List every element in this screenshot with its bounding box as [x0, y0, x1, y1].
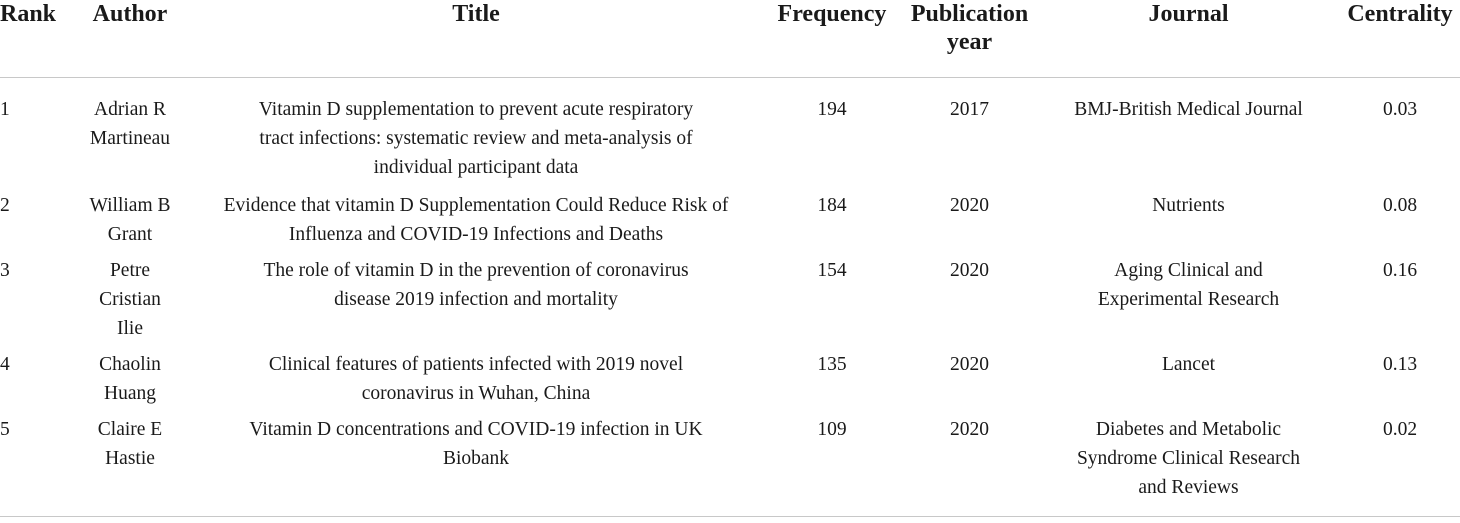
table-row: [0, 249, 1460, 343]
cell-author: [70, 78, 190, 183]
title-line: Influenza and COVID-19 Infections and Deaths: [288, 224, 664, 245]
cell-year: 2020: [950, 195, 989, 216]
cell-rank: 4: [0, 354, 10, 375]
cell-journal: [1037, 249, 1340, 343]
header-frequency: Frequency: [762, 0, 902, 78]
cell-author: [70, 249, 190, 343]
journal-line: Diabetes and Metabolic: [1095, 419, 1282, 440]
journal-line: and Reviews: [1138, 477, 1239, 498]
author-line: Chaolin: [99, 354, 161, 375]
cell-year: 2020: [950, 260, 989, 281]
title-line: Vitamin D supplementation to prevent acute respiratory: [258, 99, 694, 120]
cell-rank: 2: [0, 195, 10, 216]
cell-journal: [1037, 78, 1340, 183]
title-line: tract infections: systematic review and meta-analysis of: [259, 128, 693, 149]
cell-title: [190, 343, 762, 408]
author-line: Claire E: [97, 419, 163, 440]
cell-year: 2017: [950, 99, 989, 120]
author-line: Petre: [109, 260, 151, 281]
journal-line: BMJ-British Medical Journal: [1074, 99, 1303, 120]
author-line: Martineau: [89, 128, 171, 149]
journal-line: Lancet: [1161, 354, 1216, 375]
author-line: Adrian R: [93, 99, 167, 120]
table-header: [0, 0, 1460, 78]
journal-line: Nutrients: [1152, 195, 1225, 216]
table-row: [0, 343, 1460, 408]
author-line: Huang: [104, 383, 156, 404]
header-title: Title: [190, 0, 762, 78]
author-line: Cristian: [99, 289, 161, 310]
cell-title: [190, 249, 762, 343]
cell-frequency: 194: [817, 99, 847, 120]
cell-centrality: 0.02: [1340, 408, 1460, 517]
cell-title: [190, 78, 762, 183]
header-centrality: Centrality: [1340, 0, 1460, 78]
cell-journal: [1037, 182, 1340, 249]
cell-year: 2020: [902, 408, 1037, 517]
table-row: [0, 408, 1460, 517]
journal-line: Aging Clinical and: [1114, 260, 1263, 281]
cell-frequency: 135: [817, 354, 847, 375]
cell-centrality: 0.08: [1382, 195, 1418, 216]
cell-year: 2020: [950, 354, 989, 375]
table-row: [0, 78, 1460, 183]
title-line: The role of vitamin D in the prevention of coronavirus: [263, 260, 689, 281]
table-body: [0, 78, 1460, 517]
cell-rank: 1: [0, 99, 10, 120]
title-line: Evidence that vitamin D Supplementation Could Reduce Risk of: [223, 195, 729, 216]
cell-author: [70, 182, 190, 249]
title-line: Clinical features of patients infected with 2019 novel: [268, 354, 684, 375]
cell-journal: [1037, 343, 1340, 408]
title-line: individual participant data: [373, 157, 579, 178]
journal-line: Experimental Research: [1097, 289, 1280, 310]
title-line: Vitamin D concentrations and COVID-19 infection in UK: [249, 419, 703, 440]
cell-centrality: 0.03: [1382, 99, 1418, 120]
cell-frequency: 154: [817, 260, 847, 281]
author-line: Ilie: [117, 318, 143, 339]
author-line: Grant: [107, 224, 153, 245]
journal-line: Syndrome Clinical Research: [1076, 448, 1301, 469]
cell-frequency: 109: [762, 408, 902, 517]
header-journal: Journal: [1037, 0, 1340, 78]
cell-title: [190, 408, 762, 517]
cell-centrality: 0.13: [1382, 354, 1418, 375]
title-line: coronavirus in Wuhan, China: [361, 383, 591, 404]
title-line: Biobank: [442, 448, 510, 469]
author-line: Hastie: [105, 448, 155, 469]
header-row: [0, 0, 1460, 78]
cell-author: [70, 343, 190, 408]
cell-journal: [1037, 408, 1340, 517]
header-publication-year: [902, 0, 1037, 78]
cell-rank: 3: [0, 260, 10, 281]
cell-author: [70, 408, 190, 517]
title-line: disease 2019 infection and mortality: [334, 289, 618, 310]
header-publication-year-line2: year: [946, 29, 993, 55]
header-rank: Rank: [0, 0, 70, 78]
header-publication-year-line1: Publication: [910, 1, 1029, 27]
cell-rank: 5: [0, 408, 70, 517]
cell-frequency: 184: [817, 195, 847, 216]
cell-centrality: 0.16: [1382, 260, 1418, 281]
header-author: Author: [70, 0, 190, 78]
table-row: [0, 182, 1460, 249]
cell-title: [190, 182, 762, 249]
author-line: William B: [89, 195, 171, 216]
